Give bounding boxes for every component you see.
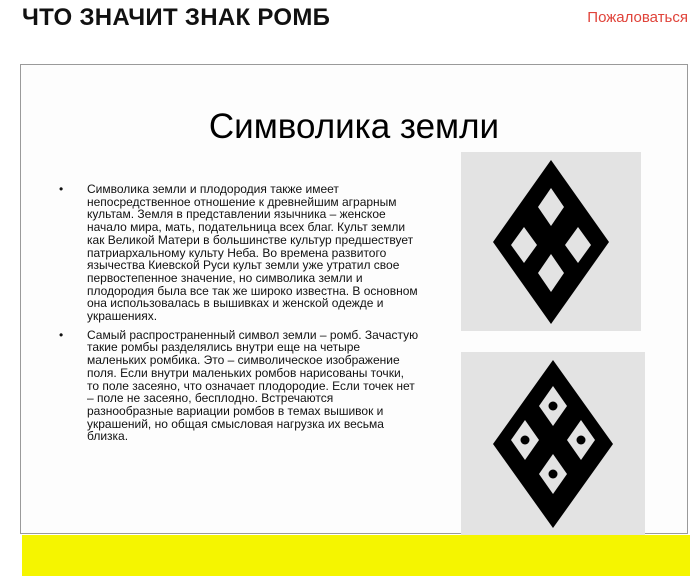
bullet-marker: • <box>59 182 64 196</box>
list-item <box>59 183 419 323</box>
report-link[interactable]: Пожаловаться <box>587 9 688 26</box>
bullet-list <box>59 183 419 449</box>
bullet-text: Символика земли и плодородия также имеет непосредственное отношение к древнейшим аграрным культам. Земля в представлении язычника – женское начало мира, мать, подательница всех благ. Культ земли как Великой Матери в большинстве культур предшествует патриархальному культу Неба. Во времена развитого язычества Киевской Руси культ земли уже утратил свое первостепенное значение, но символика земли и плодородия была все так же широко известна. В основном она использовалась в вышивках и женской одежде и украшениях. <box>87 182 418 324</box>
list-item <box>59 329 419 443</box>
rhombus-dotted-icon <box>461 352 645 536</box>
rhombus-icon <box>461 152 641 331</box>
page-title: ЧТО ЗНАЧИТ ЗНАК РОМБ <box>22 4 331 31</box>
bullet-marker: • <box>59 327 64 342</box>
sown-field-rhombus-image <box>461 352 645 536</box>
slide-title: Символика земли <box>208 107 500 146</box>
unsown-field-rhombus-image <box>461 152 641 331</box>
slide-image <box>20 64 688 534</box>
footer-banner <box>22 535 690 576</box>
bullet-text: Самый распространенный символ земли – ромб. Зачастую такие ромбы разделялись внутри еще на четыре маленьких ромбика. Это – символическое изображение поля. Если внутри маленьких ромбов нарисованы точки, то поле засеяно, что означает плодородие. Если точек нет – поле не засеяно, бесплодно. Встречаются разнообразные вариации ромбов в темах вышивок и украшений, но общая смысловая нагрузка их весьма близка. <box>87 327 419 444</box>
